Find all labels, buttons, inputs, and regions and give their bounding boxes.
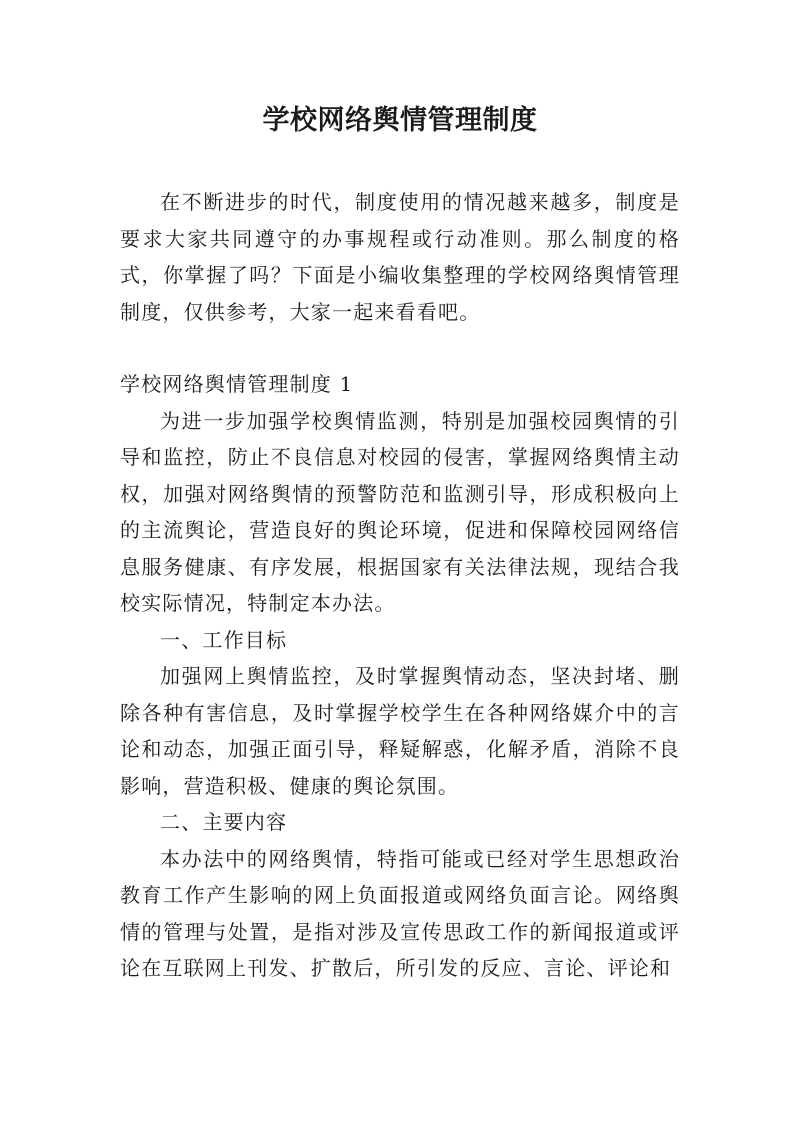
document-title: 学校网络舆情管理制度: [262, 105, 538, 136]
section-title: 学校网络舆情管理制度 1: [120, 372, 354, 396]
document-body: [120, 184, 680, 987]
paragraph-purpose: 为进一步加强学校舆情监测，特别是加强校园舆情的引导和监控，防止不良信息对校园的侵害，掌握网络舆情主动权，加强对网络舆情的预警防范和监测引导，形成积极向上的主流舆论，营造良好的舆论环境，促进和保障校园网络信息服务健康、有序发展，根据国家有关法律法规，现结合我校实际情况，特制定本办法。: [120, 408, 680, 615]
intro-paragraph: 在不断进步的时代，制度使用的情况越来越多，制度是要求大家共同遵守的办事规程或行动准则。那么制度的格式，你掌握了吗？下面是小编收集整理的学校网络舆情管理制度，仅供参考，大家一起来看看吧。: [120, 190, 680, 324]
heading-main-content: 二、主要内容: [160, 810, 288, 834]
heading-work-goals: 一、工作目标: [160, 627, 288, 652]
paragraph-work-goals: 加强网上舆情监控，及时掌握舆情动态，坚决封堵、删除各种有害信息，及时掌握学校学生在各种网络媒介中的言论和动态，加强正面引导，释疑解惑，化解矛盾，消除不良影响，营造积极、健康的舆论氛围。: [120, 664, 680, 798]
paragraph-main-content: 本办法中的网络舆情，特指可能或已经对学生思想政治教育工作产生影响的网上负面报道或网络负面言论。网络舆情的管理与处置，是指对涉及宣传思政工作的新闻报道或评论在互联网上刊发、扩散后，所引发的反应、言论、评论和: [120, 846, 680, 980]
